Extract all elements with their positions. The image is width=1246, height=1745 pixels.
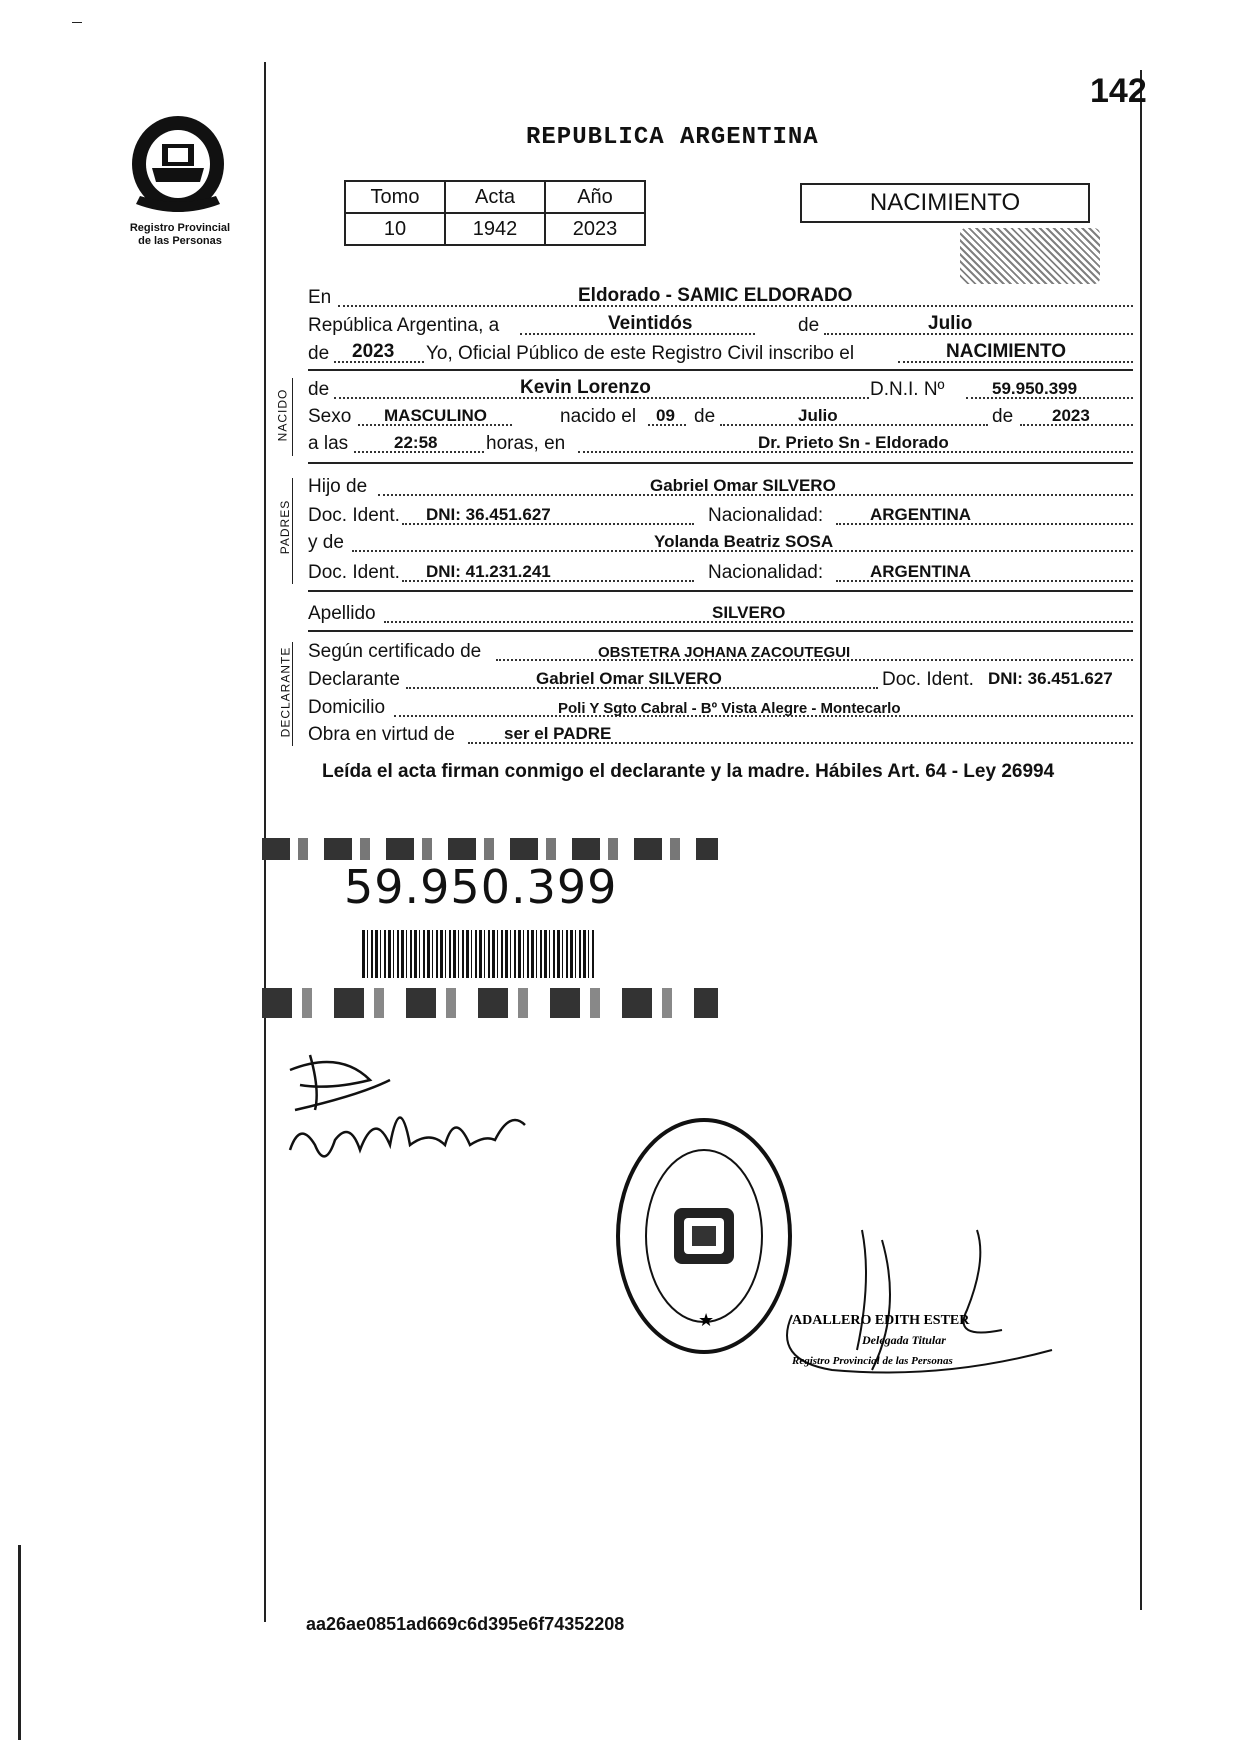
row-republica <box>308 313 1133 339</box>
scan-edge-line <box>18 1545 21 1740</box>
record-header-tomo: Tomo <box>345 181 445 213</box>
y-de-label: y de <box>308 532 344 553</box>
legal-note: Leída el acta firman conmigo el declarante y la madre. Hábiles Art. 64 - Ley 26994 <box>322 761 1055 782</box>
stamp-title: Delegada Titular <box>862 1333 946 1347</box>
birth-place: Dr. Prieto Sn - Eldorado <box>758 433 949 452</box>
surname: SILVERO <box>712 603 786 622</box>
sexo-label: Sexo <box>308 406 352 427</box>
nacionalidad2-label: Nacionalidad: <box>708 562 824 583</box>
obra-label: Obra en virtud de <box>308 724 455 745</box>
child-dni: 59.950.399 <box>992 379 1078 398</box>
id-sticker <box>262 838 718 1022</box>
registry-emblem-icon <box>122 108 234 218</box>
record-value-anio: 2023 <box>545 213 645 245</box>
row-hora <box>308 431 1133 457</box>
birth-month: Julio <box>798 406 838 425</box>
row-oficial <box>308 341 1133 367</box>
nacido-el-label: nacido el <box>560 406 637 427</box>
child-sex: MASCULINO <box>384 406 487 425</box>
dni-label: D.N.I. Nº <box>870 379 945 400</box>
page-number: 142 <box>1090 72 1147 110</box>
place-of-registration: Eldorado - SAMIC ELDORADO <box>578 285 853 306</box>
row-madre-doc <box>308 560 1133 586</box>
doc-ident-label: Doc. Ident. <box>308 505 400 526</box>
declarant-name: Gabriel Omar SILVERO <box>536 669 722 688</box>
document-title: REPUBLICA ARGENTINA <box>526 124 819 151</box>
stamp-name: ADALLERO EDITH ESTER <box>792 1313 970 1328</box>
mother-signature <box>280 1050 560 1180</box>
declarant-document: DNI: 36.451.627 <box>988 669 1113 688</box>
republica-label: República Argentina, a <box>308 315 500 336</box>
domicilio-label: Domicilio <box>308 697 386 718</box>
child-name: Kevin Lorenzo <box>520 377 651 398</box>
row-declarante <box>308 667 1133 693</box>
record-value-acta: 1942 <box>445 213 545 245</box>
sticker-pattern-top <box>262 838 718 860</box>
registry-caption-line1: Registro Provincial <box>129 222 231 234</box>
declarante-label: Declarante <box>308 669 400 690</box>
section-rule <box>308 630 1133 632</box>
registration-year: 2023 <box>352 341 395 362</box>
certificate-issuer: OBSTETRA JOHANA ZACOUTEGUI <box>598 644 851 661</box>
section-label-padres: PADRES <box>278 499 293 555</box>
record-type-box: NACIMIENTO <box>800 183 1090 223</box>
horas-en-label: horas, en <box>486 433 566 454</box>
section-rule <box>308 369 1133 371</box>
row-madre <box>308 530 1133 556</box>
row-padre-doc <box>308 503 1133 529</box>
section-bracket <box>292 378 293 456</box>
dotted-line <box>720 423 988 426</box>
de-label: de <box>798 315 820 336</box>
apellido-label: Apellido <box>308 603 376 624</box>
mother-document: DNI: 41.231.241 <box>426 562 551 581</box>
registry-logo <box>122 108 234 218</box>
nacido-de-label: de <box>308 379 330 400</box>
section-bracket <box>292 642 293 746</box>
father-name: Gabriel Omar SILVERO <box>650 476 836 495</box>
section-rule <box>308 590 1133 592</box>
record-table-header <box>345 181 645 213</box>
scan-mark <box>72 22 82 23</box>
hijo-de-label: Hijo de <box>308 476 368 497</box>
birth-day: 09 <box>656 406 675 425</box>
registered-act: NACIMIENTO <box>946 341 1066 362</box>
row-obra <box>308 722 1133 748</box>
barcode-icon <box>362 930 594 978</box>
row-padre <box>308 474 1133 500</box>
birth-year: 2023 <box>1052 406 1090 425</box>
en-label: En <box>308 287 332 308</box>
record-table <box>344 180 646 246</box>
row-domicilio <box>308 695 1133 721</box>
nac-de-label: de <box>694 406 716 427</box>
right-margin-line <box>1140 70 1142 1610</box>
row-en <box>308 285 1133 311</box>
de2-label: de <box>308 343 330 364</box>
father-document: DNI: 36.451.627 <box>426 505 551 524</box>
registry-caption <box>96 222 264 248</box>
record-header-acta: Acta <box>445 181 545 213</box>
section-bracket <box>292 478 293 584</box>
doc-ident3-label: Doc. Ident. <box>882 669 974 690</box>
stamp-office: Registro Provincial de las Personas <box>792 1355 953 1367</box>
mother-name: Yolanda Beatriz SOSA <box>654 532 834 551</box>
sticker-dni-number: 59.950.399 <box>344 860 618 914</box>
security-stamp <box>960 228 1100 284</box>
nacionalidad-label: Nacionalidad: <box>708 505 824 526</box>
registration-month: Julio <box>928 313 973 334</box>
certificado-label: Según certificado de <box>308 641 482 662</box>
father-nationality: ARGENTINA <box>870 505 972 524</box>
section-label-declarante: DECLARANTE <box>278 646 293 738</box>
document-hash: aa26ae0851ad669c6d395e6f74352208 <box>306 1614 625 1634</box>
mother-nationality: ARGENTINA <box>870 562 972 581</box>
registration-day: Veintidós <box>608 313 693 334</box>
registry-caption-line2: de las Personas <box>138 235 222 247</box>
svg-text:★: ★ <box>698 1310 715 1330</box>
row-apellido <box>308 601 1133 627</box>
doc-ident2-label: Doc. Ident. <box>308 562 400 583</box>
record-header-anio: Año <box>545 181 645 213</box>
nac-de2-label: de <box>992 406 1014 427</box>
oficial-text: Yo, Oficial Público de este Registro Civil inscribo el <box>426 343 855 364</box>
birth-time: 22:58 <box>394 433 438 452</box>
sticker-pattern-bottom <box>262 988 718 1018</box>
row-certificado <box>308 639 1133 665</box>
row-nombre <box>308 377 1133 403</box>
section-rule <box>308 462 1133 464</box>
row-sexo <box>308 404 1133 430</box>
declarant-address: Poli Y Sgto Cabral - Bº Vista Alegre - Montecarlo <box>558 700 901 717</box>
a-las-label: a las <box>308 433 349 454</box>
record-table-values <box>345 213 645 245</box>
section-label-nacido: NACIDO <box>275 388 290 442</box>
declarant-relationship: ser el PADRE <box>504 724 612 743</box>
official-signature <box>762 1220 1062 1390</box>
dotted-line <box>824 332 1133 335</box>
record-value-tomo: 10 <box>345 213 445 245</box>
